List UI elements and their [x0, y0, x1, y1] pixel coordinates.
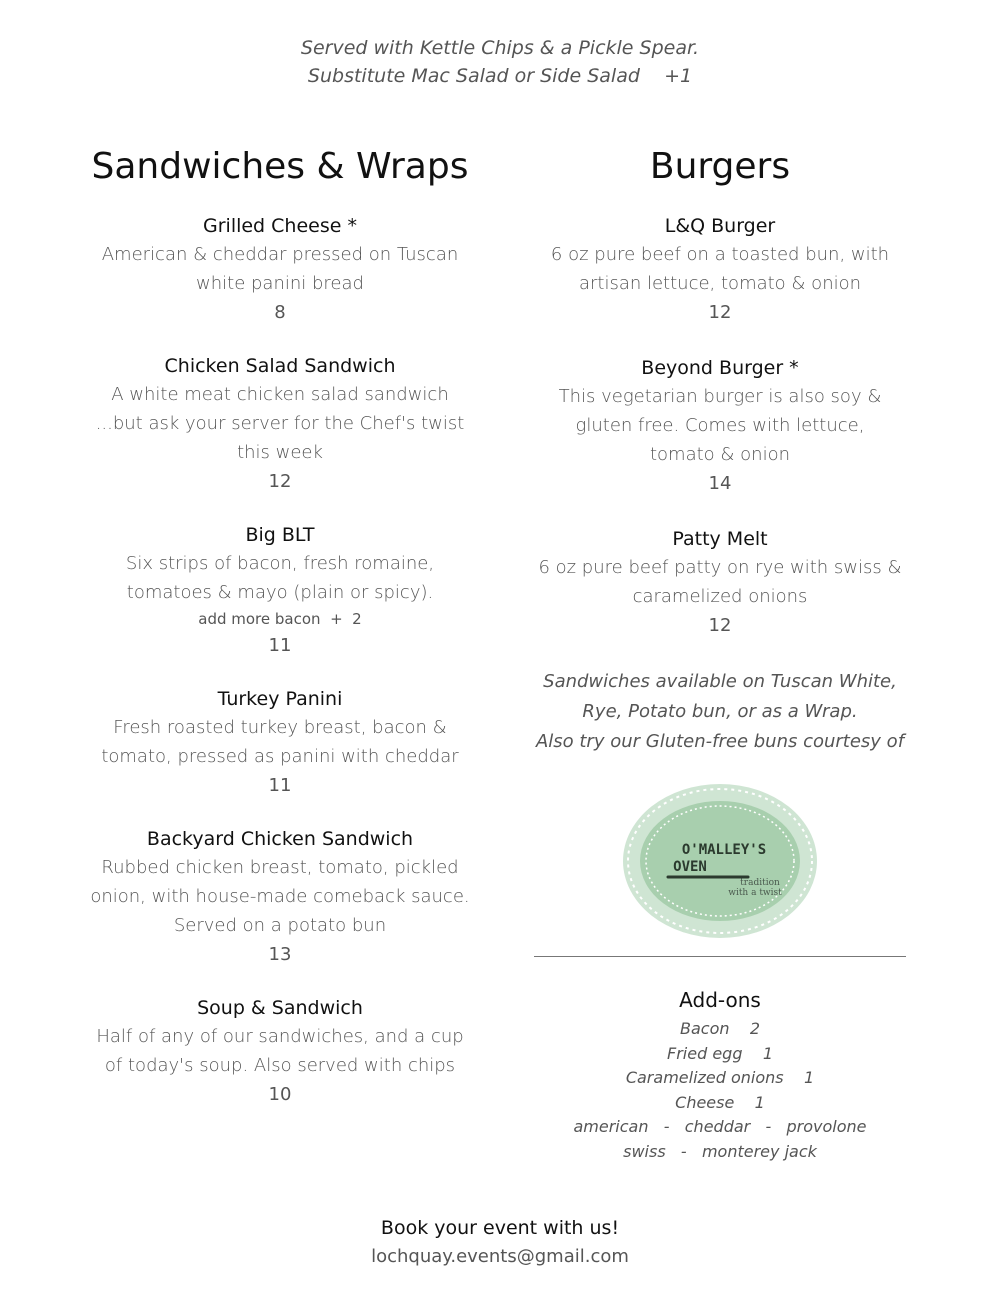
addon-line: Bacon 2	[679, 1019, 761, 1038]
menu-item	[520, 212, 920, 328]
footer	[0, 1214, 1000, 1272]
side-note-line-1: Served with Kettle Chips & a Pickle Spear.	[300, 37, 700, 59]
item-desc-line: tomato, pressed as panini with cheddar	[101, 746, 459, 767]
menu-item	[80, 994, 480, 1110]
logo-tagline-1: tradition	[740, 878, 780, 888]
menu-item	[80, 352, 480, 497]
item-desc-line: white panini bread	[196, 273, 364, 294]
item-desc-line: Six strips of bacon, fresh romaine,	[125, 553, 435, 574]
item-desc-line: 6 oz pure beef patty on rye with swiss &	[538, 557, 902, 578]
item-desc-line: of today's soup. Also served with chips	[104, 1055, 456, 1076]
bread-note-line: Also try our Gluten-free buns courtesy of	[535, 731, 905, 752]
side-note	[0, 34, 1000, 90]
item-desc-line: ...but ask your server for the Chef's twist	[95, 413, 465, 434]
item-extra: add more bacon + 2	[198, 610, 362, 628]
item-desc-line: tomato & onion	[649, 444, 791, 465]
item-name: Big BLT	[245, 524, 315, 546]
item-price: 12	[708, 615, 732, 636]
menu-item	[80, 825, 480, 970]
addon-line: Fried egg 1	[667, 1043, 773, 1063]
item-desc-line: American & cheddar pressed on Tuscan	[101, 244, 459, 265]
burgers-section	[520, 140, 920, 941]
event-email-link[interactable]: lochquay.events@gmail.com	[371, 1246, 629, 1267]
bread-note-line: Rye, Potato bun, or as a Wrap.	[582, 701, 858, 722]
addon-line: american - cheddar - provolone	[573, 1117, 867, 1136]
item-desc-line: onion, with house-made comeback sauce.	[90, 886, 470, 907]
item-price: 11	[268, 775, 292, 796]
item-name: Beyond Burger *	[641, 357, 799, 379]
menu-item	[80, 521, 480, 661]
item-price: 14	[708, 473, 732, 494]
item-desc-line: caramelized onions	[632, 586, 808, 607]
sandwiches-section	[80, 140, 480, 1134]
bread-note	[520, 667, 920, 757]
item-desc-line: Rubbed chicken breast, tomato, pickled	[101, 857, 459, 878]
menu-item	[80, 212, 480, 328]
omalleys-oven-logo	[620, 781, 820, 941]
item-name: Soup & Sandwich	[197, 997, 363, 1019]
item-price: 8	[274, 302, 286, 323]
logo-line-2: OVEN	[673, 859, 707, 875]
item-desc-line: artisan lettuce, tomato & onion	[578, 273, 862, 294]
logo-line-1: O'MALLEY'S	[681, 842, 767, 858]
menu-item	[520, 525, 920, 641]
item-price: 12	[708, 302, 732, 323]
item-desc-line: tomatoes & mayo (plain or spicy).	[126, 582, 434, 603]
item-name: L&Q Burger	[664, 215, 776, 237]
addon-line: Cheese 1	[675, 1092, 765, 1112]
footer-title: Book your event with us!	[380, 1217, 620, 1239]
item-desc-line: 6 oz pure beef on a toasted bun, with	[550, 244, 890, 265]
item-desc-line: This vegetarian burger is also soy &	[558, 386, 882, 407]
item-desc-line: this week	[237, 442, 323, 463]
side-note-line-2: Substitute Mac Salad or Side Salad +1	[307, 65, 693, 87]
item-desc-line: gluten free. Comes with lettuce,	[575, 415, 865, 436]
burgers-title: Burgers	[649, 146, 791, 187]
item-name: Patty Melt	[672, 528, 768, 550]
addon-line: swiss - monterey jack	[623, 1141, 817, 1161]
menu-item	[520, 354, 920, 499]
menu-item	[80, 685, 480, 801]
addon-line: Caramelized onions 1	[625, 1068, 815, 1087]
logo-tagline-2: with a twist	[728, 888, 782, 898]
item-name: Turkey Panini	[217, 688, 343, 710]
item-name: Grilled Cheese *	[203, 215, 357, 237]
item-name: Backyard Chicken Sandwich	[146, 828, 414, 850]
item-desc-line: A white meat chicken salad sandwich	[111, 384, 449, 405]
item-price: 13	[268, 944, 292, 965]
logo-graphic	[620, 781, 820, 941]
item-price: 10	[268, 1084, 292, 1105]
item-name: Chicken Salad Sandwich	[164, 355, 396, 377]
bread-note-line: Sandwiches available on Tuscan White,	[543, 671, 897, 692]
section-divider	[534, 956, 906, 957]
item-desc-line: Fresh roasted turkey breast, bacon &	[113, 717, 447, 738]
addons-title: Add-ons	[679, 988, 761, 1012]
sandwiches-title: Sandwiches & Wraps	[91, 146, 469, 187]
addons-section	[520, 985, 920, 1164]
item-price: 12	[268, 471, 292, 492]
item-desc-line: Half of any of our sandwiches, and a cup	[96, 1026, 464, 1047]
item-desc-line: Served on a potato bun	[173, 915, 387, 936]
item-price: 11	[268, 635, 292, 656]
